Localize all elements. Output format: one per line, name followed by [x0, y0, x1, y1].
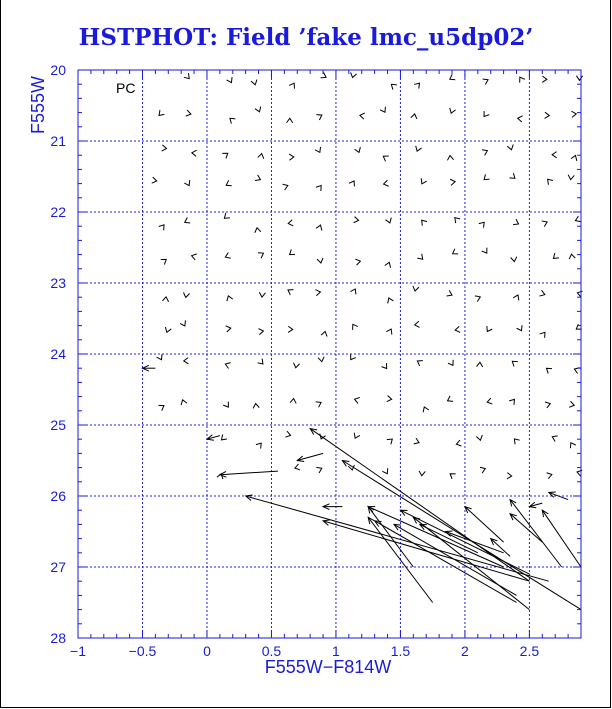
- short-vector-marker: [512, 361, 517, 366]
- short-vector-marker: [509, 399, 514, 404]
- vector-layer: [142, 72, 582, 609]
- short-vector-marker: [448, 360, 453, 365]
- x-tick-label: 1: [332, 643, 340, 659]
- short-vector-marker: [227, 296, 233, 301]
- short-vector-marker: [414, 438, 419, 444]
- short-vector-marker: [450, 108, 456, 113]
- y-tick-label: 28: [50, 630, 66, 646]
- short-vector-marker: [158, 405, 163, 410]
- short-vector-marker: [487, 326, 492, 331]
- short-vector-marker: [293, 363, 299, 368]
- error-vector: [420, 524, 478, 552]
- short-vector-marker: [290, 249, 295, 254]
- short-vector-marker: [288, 326, 293, 332]
- short-vector-marker: [553, 253, 558, 258]
- short-vector-marker: [417, 254, 422, 259]
- error-vector: [246, 496, 549, 581]
- short-vector-marker: [421, 178, 427, 183]
- short-vector-marker: [413, 286, 419, 291]
- short-vector-marker: [181, 400, 187, 405]
- short-vector-marker: [315, 290, 320, 296]
- short-vector-marker: [577, 291, 582, 297]
- short-vector-marker: [384, 180, 389, 186]
- short-vector-marker: [152, 177, 157, 183]
- short-vector-marker: [475, 296, 480, 302]
- short-vector-marker: [289, 154, 294, 160]
- short-vector-marker: [482, 248, 487, 253]
- short-vector-marker: [569, 254, 575, 259]
- short-vector-marker: [415, 321, 420, 327]
- short-vector-marker: [482, 150, 487, 156]
- short-vector-marker: [383, 156, 388, 161]
- short-vector-marker: [184, 180, 189, 185]
- short-vector-marker: [321, 331, 327, 336]
- short-vector-marker: [283, 184, 288, 190]
- tick-layer: [50, 62, 581, 659]
- short-vector-marker: [552, 152, 557, 158]
- short-vector-marker: [568, 175, 574, 180]
- short-vector-marker: [542, 221, 547, 227]
- short-vector-marker: [520, 77, 525, 82]
- short-vector-marker: [258, 329, 263, 335]
- short-vector-marker: [258, 359, 263, 364]
- short-vector-marker: [227, 77, 233, 82]
- short-vector-marker: [226, 180, 231, 185]
- x-tick-label: 0.5: [261, 643, 282, 659]
- short-vector-marker: [517, 325, 522, 330]
- error-vector: [342, 461, 581, 610]
- short-vector-marker: [225, 363, 230, 369]
- short-vector-marker: [165, 327, 171, 332]
- x-axis-label: F555W−F814W: [264, 657, 392, 677]
- short-vector-marker: [184, 73, 189, 78]
- chart-title: HSTPHOT: Field ’fake lmc_u5dp02’: [78, 24, 534, 51]
- short-vector-marker: [569, 401, 574, 407]
- error-vector: [413, 517, 529, 609]
- short-vector-marker: [253, 404, 259, 409]
- short-vector-marker: [422, 220, 427, 225]
- short-vector-marker: [354, 433, 360, 438]
- short-vector-marker: [185, 218, 190, 224]
- short-vector-marker: [316, 402, 321, 407]
- short-vector-marker: [351, 354, 356, 359]
- short-vector-marker: [480, 467, 485, 473]
- short-vector-marker: [258, 154, 264, 159]
- short-vector-marker: [507, 145, 513, 150]
- short-vector-marker: [417, 361, 422, 366]
- error-vector: [510, 514, 542, 542]
- short-vector-marker: [159, 110, 164, 115]
- short-vector-marker: [385, 218, 391, 223]
- short-vector-marker: [447, 290, 452, 296]
- short-vector-marker: [450, 74, 455, 79]
- short-vector-marker: [479, 222, 484, 227]
- short-vector-marker: [353, 324, 358, 329]
- short-vector-marker: [391, 84, 396, 89]
- short-vector-marker: [350, 289, 356, 294]
- short-vector-marker: [545, 112, 550, 118]
- short-vector-marker: [511, 257, 517, 262]
- short-vector-marker: [455, 326, 460, 332]
- error-vector: [491, 539, 510, 557]
- short-vector-marker: [288, 290, 293, 295]
- short-vector-marker: [316, 186, 321, 191]
- short-vector-marker: [513, 219, 518, 224]
- short-vector-marker: [423, 407, 429, 412]
- short-vector-marker: [381, 363, 386, 368]
- error-vector: [542, 510, 581, 567]
- error-vector: [465, 507, 504, 543]
- short-vector-marker: [355, 259, 360, 265]
- short-vector-marker: [316, 467, 321, 473]
- short-vector-marker: [162, 145, 167, 151]
- short-vector-marker: [385, 262, 391, 267]
- error-vector: [368, 507, 413, 567]
- short-vector-marker: [414, 83, 419, 88]
- short-vector-marker: [447, 155, 453, 160]
- short-vector-marker: [289, 83, 294, 88]
- y-tick-label: 22: [50, 204, 66, 220]
- x-tick-label: 2.5: [519, 643, 540, 659]
- short-vector-marker: [450, 179, 455, 185]
- short-vector-marker: [184, 358, 189, 364]
- short-vector-marker: [221, 434, 226, 439]
- short-vector-marker: [416, 146, 422, 151]
- short-vector-marker: [570, 443, 575, 448]
- short-vector-marker: [380, 107, 385, 112]
- short-vector-marker: [547, 473, 552, 479]
- short-vector-marker: [223, 402, 228, 407]
- short-vector-marker: [159, 225, 164, 230]
- error-vector-head: [542, 510, 548, 517]
- short-vector-marker: [349, 181, 354, 186]
- y-tick-label: 27: [50, 559, 66, 575]
- panel-label: PC: [116, 80, 136, 96]
- short-vector-marker: [386, 329, 392, 334]
- short-vector-marker: [545, 402, 550, 408]
- short-vector-marker: [259, 292, 265, 297]
- short-vector-marker: [255, 228, 261, 233]
- short-vector-marker: [507, 473, 512, 479]
- short-vector-marker: [552, 436, 557, 442]
- short-vector-marker: [483, 79, 488, 85]
- short-vector-marker: [547, 368, 552, 373]
- y-tick-label: 20: [50, 62, 66, 78]
- short-vector-marker: [487, 398, 492, 404]
- short-vector-marker: [316, 225, 322, 230]
- short-vector-marker: [355, 147, 361, 152]
- short-vector-marker: [448, 396, 453, 401]
- short-vector-marker: [513, 295, 519, 300]
- y-axis-label: F555W: [28, 75, 48, 135]
- short-vector-marker: [230, 118, 235, 123]
- short-vector-marker: [484, 111, 489, 116]
- short-vector-marker: [382, 468, 387, 473]
- short-vector-marker: [518, 116, 523, 122]
- short-vector-marker: [575, 216, 580, 222]
- error-vector-head: [342, 461, 349, 467]
- short-vector-marker: [255, 175, 260, 181]
- short-vector-marker: [258, 253, 263, 258]
- short-vector-marker: [295, 464, 300, 470]
- short-vector-marker: [387, 396, 392, 402]
- x-tick-label: −1: [70, 643, 86, 659]
- short-vector-marker: [484, 174, 489, 179]
- y-tick-label: 23: [50, 275, 66, 291]
- short-vector-marker: [162, 297, 168, 302]
- y-tick-label: 21: [50, 133, 66, 149]
- short-vector-marker: [360, 113, 365, 119]
- short-vector-marker: [351, 72, 357, 77]
- short-vector-marker: [285, 431, 290, 437]
- short-vector-marker: [453, 249, 458, 254]
- short-vector-marker: [157, 354, 162, 359]
- short-vector-marker: [226, 326, 231, 332]
- short-vector-marker: [186, 110, 191, 116]
- y-tick-label: 25: [50, 417, 66, 433]
- short-vector-marker: [256, 443, 261, 448]
- short-vector-marker: [251, 80, 257, 85]
- error-vector-head: [394, 524, 401, 530]
- y-tick-label: 24: [50, 346, 66, 362]
- short-vector-marker: [514, 439, 519, 444]
- short-vector-marker: [222, 153, 227, 158]
- short-vector-marker: [476, 435, 482, 440]
- short-vector-marker: [456, 440, 461, 446]
- short-vector-marker: [571, 111, 576, 117]
- x-tick-label: −0.5: [128, 643, 157, 659]
- short-vector-marker: [288, 220, 293, 226]
- short-vector-marker: [161, 259, 166, 264]
- short-vector-marker: [290, 399, 296, 404]
- short-vector-marker: [183, 292, 189, 297]
- short-vector-marker: [419, 471, 425, 476]
- short-vector-marker: [287, 118, 293, 123]
- short-vector-marker: [255, 106, 261, 111]
- x-tick-label: 2: [461, 643, 469, 659]
- x-tick-label: 0: [203, 643, 211, 659]
- short-vector-marker: [450, 474, 455, 479]
- short-vector-marker: [411, 114, 417, 119]
- error-vector: [220, 471, 278, 475]
- short-vector-marker: [180, 320, 185, 325]
- short-vector-marker: [317, 258, 323, 263]
- short-vector-marker: [355, 397, 360, 403]
- y-tick-label: 26: [50, 488, 66, 504]
- short-vector-marker: [548, 179, 553, 184]
- short-vector-marker: [542, 76, 547, 82]
- short-vector-marker: [540, 332, 545, 337]
- short-vector-marker: [192, 150, 197, 156]
- error-vector: [510, 500, 562, 567]
- short-vector-marker: [387, 439, 392, 444]
- short-vector-marker: [571, 155, 577, 160]
- short-vector-marker: [388, 298, 394, 303]
- short-vector-marker: [192, 254, 197, 260]
- short-vector-marker: [224, 213, 229, 218]
- short-vector-marker: [509, 173, 514, 178]
- short-vector-marker: [455, 218, 460, 223]
- short-vector-marker: [318, 357, 324, 362]
- short-vector-marker: [225, 252, 230, 258]
- x-tick-label: 1.5: [390, 643, 411, 659]
- short-vector-marker: [576, 76, 582, 81]
- short-vector-marker: [477, 362, 483, 367]
- short-vector-marker: [316, 115, 321, 120]
- short-vector-marker: [354, 217, 359, 223]
- short-vector-marker: [315, 147, 320, 152]
- short-vector-marker: [540, 290, 545, 296]
